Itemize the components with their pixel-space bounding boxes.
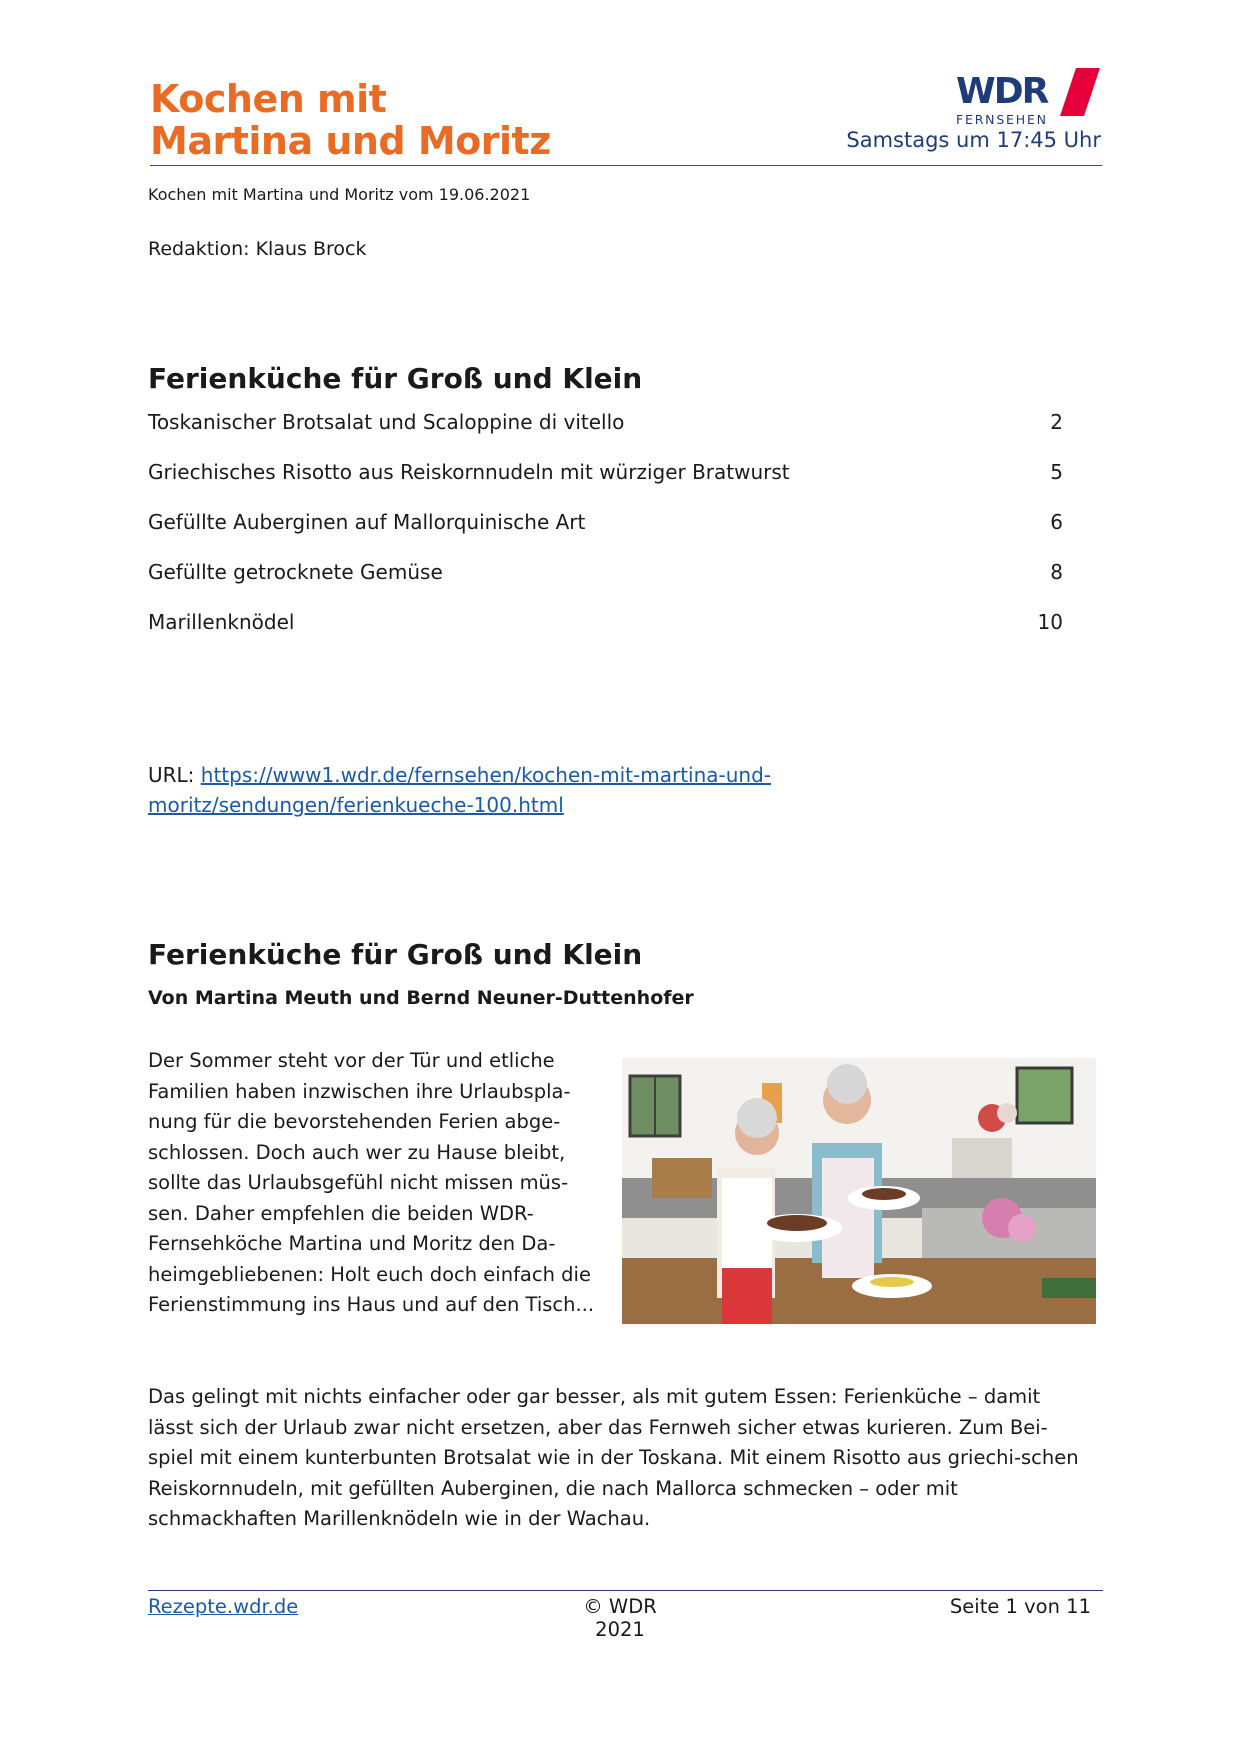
show-title	[150, 78, 551, 162]
toc-item-title: Gefüllte Auberginen auf Mallorquinische Art	[148, 510, 586, 534]
editor-line: Redaktion: Klaus Brock	[148, 238, 367, 260]
article-byline: Von Martina Meuth und Bernd Neuner-Duttenhofer	[148, 987, 694, 1009]
wdr-logo-text: WDR	[956, 71, 1048, 112]
article-heading: Ferienküche für Groß und Klein	[148, 938, 643, 971]
toc-item-page: 5	[1050, 460, 1063, 484]
url-label: URL:	[148, 763, 195, 787]
table-of-contents	[148, 410, 1063, 660]
url-block	[148, 760, 848, 820]
toc-item-page: 8	[1050, 560, 1063, 584]
episode-url-link[interactable]: https://www1.wdr.de/fernsehen/kochen-mit-martina-und- moritz/sendungen/ferienkueche-100.html	[148, 763, 772, 817]
show-title-line2: Martina und Moritz	[150, 119, 551, 163]
toc-item-page: 6	[1050, 510, 1063, 534]
toc-item-title: Marillenknödel	[148, 610, 295, 634]
toc-item-title: Griechisches Risotto aus Reiskornnudeln mit würziger Bratwurst	[148, 460, 790, 484]
wdr-logo-sub: FERNSEHEN	[956, 112, 1048, 126]
toc-item[interactable]	[148, 510, 1063, 560]
toc-item-title: Gefüllte getrocknete Gemüse	[148, 560, 443, 584]
toc-item[interactable]	[148, 410, 1063, 460]
footer-divider	[148, 1590, 1103, 1591]
toc-item-page: 10	[1037, 610, 1063, 634]
air-time: Samstags um 17:45 Uhr	[846, 128, 1101, 152]
wdr-logo	[950, 68, 1100, 126]
toc-item[interactable]	[148, 460, 1063, 510]
article-intro: Der Sommer steht vor der Tür und etliche Familien haben inzwischen ihre Urlaubspla-nung für die bevorstehenden Ferien abge-schlossen. Doch auch wer zu Hause bleibt, sollte das Urlaubsgefühl nicht missen müs-sen. Daher empfehlen die beiden WDR-Fernsehköche Martina und Moritz den Da-heimgebliebenen: Holt euch doch einfach die Ferienstimmung ins Haus und auf den Tisch...	[148, 1049, 595, 1316]
footer-recipes-link[interactable]: Rezepte.wdr.de	[148, 1595, 299, 1618]
wdr-logo-red-slash	[1060, 68, 1100, 116]
toc-heading: Ferienküche für Groß und Klein	[148, 362, 643, 395]
article-paragraph-2: Das gelingt mit nichts einfacher oder gar besser, als mit gutem Essen: Ferienküche – damit lässt sich der Urlaub zwar nicht ersetzen, aber das Fernweh sicher etwas kurieren. Zum Bei-spiel mit einem kunterbunten Brotsalat wie in der Toskana. Mit einem Risotto aus griechi-schen Reiskornnudeln, mit gefüllten Auberginen, die nach Mallorca schmecken – oder mit schmackhaften Marillenknödeln wie in der Wachau.	[148, 1385, 1079, 1530]
header-divider	[150, 165, 1102, 166]
footer-copyright: © WDR 2021	[583, 1595, 657, 1641]
episode-date-line: Kochen mit Martina und Moritz vom 19.06.2021	[148, 185, 531, 204]
toc-item[interactable]	[148, 560, 1063, 610]
toc-item[interactable]	[148, 610, 1063, 660]
show-title-line1: Kochen mit	[150, 77, 387, 121]
toc-item-page: 2	[1050, 410, 1063, 434]
hosts-kitchen-photo	[622, 1058, 1096, 1324]
toc-item-title: Toskanischer Brotsalat und Scaloppine di vitello	[148, 410, 625, 434]
footer-page-number: Seite 1 von 11	[949, 1595, 1091, 1618]
